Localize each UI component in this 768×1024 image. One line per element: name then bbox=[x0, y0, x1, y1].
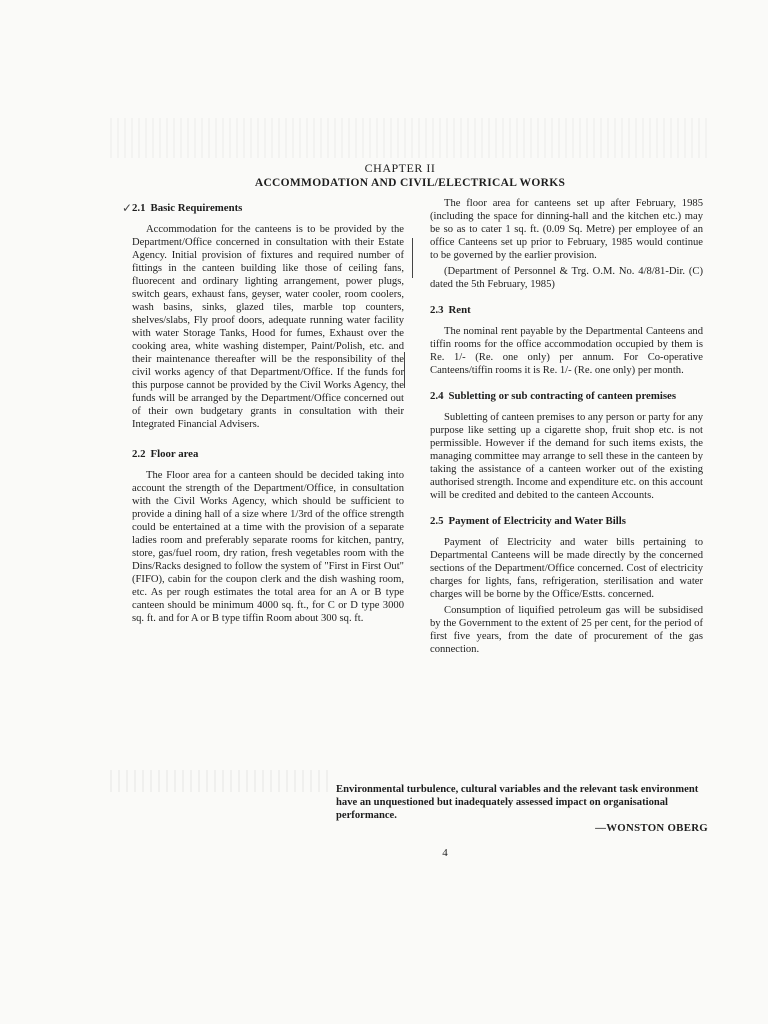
margin-line bbox=[404, 352, 405, 388]
section-number: 2.3 bbox=[430, 304, 444, 316]
margin-line bbox=[412, 238, 413, 278]
left-column bbox=[132, 202, 404, 628]
section-heading-2-4 bbox=[430, 390, 703, 403]
section-number: 2.5 bbox=[430, 515, 444, 527]
section-number: 2.2 bbox=[132, 448, 146, 460]
page-number: 4 bbox=[442, 847, 448, 859]
section-title: Rent bbox=[448, 304, 471, 316]
quote-author: —WONSTON OBERG bbox=[595, 822, 708, 834]
paragraph-basic-requirements: Accommodation for the canteens is to be provided by the Department/Office concerned in consultation with their Estate Agency. Initial provision of fixtures and required number of fittings in the canteen building like those of ceiling fans, fluorecent and ordinary lighting arrangement, power plugs, switch gears, exhaust fans, geyser, water cooler, room coolers, wash basins, sinks, glazed tiles, marble top counters, shelves/slabs, Fly proof doors, adequate running water facility with water Storage Tanks, Hood for fumes, Exhaust over the cooking area, white washing distemper, Paint/Polish, etc. and their maintenance thereafter will be the responsibility of the civil works agency of that Department/Office. If the funds for this purpose cannot be provided by the Civil Works Agency, the funds will be arranged by the Department/Office concerned out of their own budgetary grants in consultation with their Integrated Financial Advisers. bbox=[132, 224, 404, 430]
section-title: Floor area bbox=[150, 448, 199, 460]
section-heading-2-1 bbox=[132, 202, 404, 215]
paragraph-reference: (Department of Personnel & Trg. O.M. No. 4/8/81-Dir. (C) dated the 5th February, 1985) bbox=[430, 266, 703, 290]
paragraph-rent: The nominal rent payable by the Departmental Canteens and tiffin rooms for the office accommodation occupied by them is Re. 1/- (Re. one only) per annum. For Co-operative Canteens/tiffin rooms it is Re. 1/- (Re. one only) per month. bbox=[430, 326, 703, 376]
scan-noise-top bbox=[110, 118, 710, 158]
tick-mark-icon: ✓ bbox=[122, 201, 133, 215]
right-column bbox=[430, 197, 703, 659]
section-heading-2-2 bbox=[132, 448, 404, 461]
chapter-label: CHAPTER II bbox=[364, 161, 436, 175]
section-heading-2-5 bbox=[430, 515, 703, 528]
paragraph-payment-bills: Payment of Electricity and water bills pertaining to Departmental Canteens will be made directly by the concerned sections of the Department/Office concerned. Cost of electricity charges for lights, fans, refrigeration, sterilisation and water charges will be borne by the Office/Estts. concerned. bbox=[430, 537, 703, 600]
paragraph-subletting: Subletting of canteen premises to any person or party for any purpose like setting up a cigarette shop, fruit shop etc. is not permissible. However if the demand for such items exists, the managing committee may arrange to sell these in the canteen by taking the assistance of a canteen worker out of the existing authorised strength. Income and expenditure etc. on this account will be credited and debited to the canteen Accounts. bbox=[430, 412, 703, 501]
section-title: Subletting or sub contracting of canteen premises bbox=[448, 390, 677, 402]
section-title: Payment of Electricity and Water Bills bbox=[448, 515, 626, 527]
section-number: 2.4 bbox=[430, 390, 444, 402]
paragraph-lpg-subsidy: Consumption of liquified petroleum gas will be subsidised by the Government to the extent of 25 per cent, for the period of first five years, from the date of procurement of the gas connection. bbox=[430, 605, 703, 655]
scan-noise-bottom bbox=[110, 770, 330, 792]
paragraph-floor-area: The Floor area for a canteen should be decided taking into account the strength of the Department/Office, in consultation with the Civil Works Agency, which should be sufficient to provide a dining hall of a size where 1/3rd of the office strength could be entertained at a time with the provision of a separate ladies room and preferably separate rooms for kitchen, pantry, store, gas/fuel room, dry ration, fresh vegetables room with the Dins/Racks designed to follow the system of "First in First Out" (FIFO), cabin for the coupon clerk and the dish washing room, etc. As per rough estimates the total area for an A or B type canteen should be minimum 4000 sq. ft., for C or D type 3000 sq. ft. and for A or B type tiffin Room about 300 sq. ft. bbox=[132, 470, 404, 624]
section-number: 2.1 bbox=[132, 202, 146, 214]
section-title: Basic Requirements bbox=[150, 202, 243, 214]
section-heading-2-3 bbox=[430, 304, 703, 317]
epigraph-quote: Environmental turbulence, cultural variables and the relevant task environment have an unquestioned but inadequately assessed impact on organisational performance. bbox=[336, 784, 699, 821]
paragraph-floor-area-continued: The floor area for canteens set up after February, 1985 (including the space for dinning-hall and the kitchen etc.) may be so as to cater 1 sq. ft. (0.09 Sq. Metre) per employee of an office Canteens set up prior to February, 1985 would continue to be governed by the earlier provision. bbox=[430, 198, 703, 261]
chapter-title: ACCOMMODATION AND CIVIL/ELECTRICAL WORKS bbox=[254, 177, 566, 189]
